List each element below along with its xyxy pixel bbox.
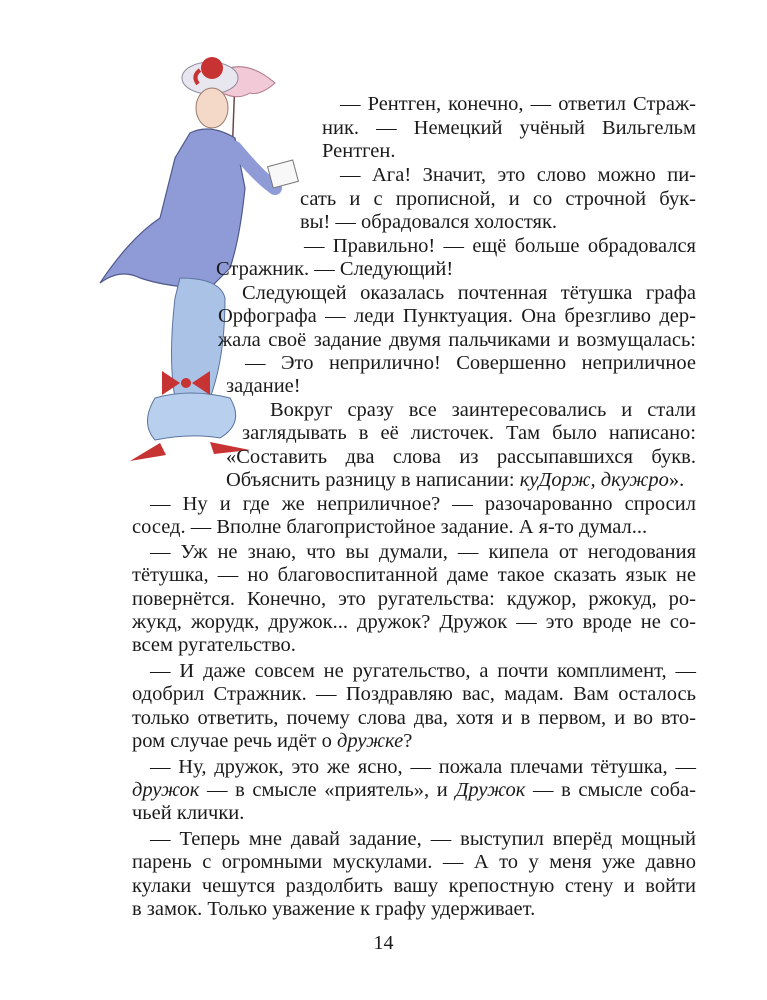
- italic-druzhke: дружке: [337, 730, 404, 752]
- italic-druzhok-upper: Дружок: [455, 779, 526, 801]
- text-span: — в смысле соба-: [525, 779, 696, 801]
- italic-druzhok: дружок: [132, 779, 200, 801]
- text-line: — Уж не знаю, что вы думали, — кипела от негодования: [150, 541, 696, 563]
- text-line: всем ругательство.: [132, 634, 296, 656]
- text-line: — Ага! Значит, это слово можно пи-: [340, 164, 696, 186]
- text-line: сосед. — Вполне благопристойное задание. А я-то думал...: [132, 516, 648, 538]
- text-line: кулаки чешутся раздолбить вашу крепостную стену и войти: [132, 875, 696, 897]
- text-line: в замок. Только уважение к графу удерживает.: [132, 898, 536, 920]
- text-line: только ответить, почему слова два, хотя и в первом, и во вто-: [132, 707, 696, 729]
- text-line: — Это неприлично! Совершенно неприличное: [245, 352, 696, 374]
- text-line: — Рентген, конечно, — ответил Страж-: [340, 93, 696, 115]
- text-line: Стражник. — Следующий!: [216, 258, 454, 280]
- text-line: — Правильно! — ещё больше обрадовался: [304, 235, 696, 257]
- text-line: одобрил Стражник. — Поздравляю вас, мадам. Вам осталось: [132, 683, 696, 705]
- text-line: ник. — Немецкий учёный Вильгельм: [322, 117, 696, 139]
- text-line: вы! — обрадовался холостяк.: [300, 211, 558, 233]
- text-line: жукд, жорудк, дружок... дружок? Дружок — это вроде не со-: [132, 611, 696, 633]
- text-line: жала своё задание двумя пальчиками и возмущалась:: [218, 329, 696, 351]
- text-line: — Ну и где же неприличное? — разочарованно спросил: [150, 493, 696, 515]
- text-span: ?: [403, 730, 413, 752]
- text-line: [132, 730, 696, 753]
- text-line: — Теперь мне давай задание, — выступил вперёд мощный: [150, 828, 696, 850]
- text-line: [226, 469, 696, 492]
- text-span: — в смысле «приятель», и: [199, 779, 456, 801]
- text-span: Объяснить разницу в написании:: [226, 469, 520, 491]
- text-span: ром случае речь идёт о: [132, 730, 337, 752]
- text-line: задание!: [226, 375, 301, 397]
- text-line: Следующей оказалась почтенная тётушка графа: [242, 282, 696, 304]
- page-number: 14: [373, 932, 394, 954]
- text-line: тётушка, — но благовоспитанной даме такое сказать язык не: [132, 564, 696, 586]
- text-line: «Составить два слова из рассыпавшихся букв.: [226, 446, 696, 468]
- text-line: сать и с прописной, и со строчной бук-: [300, 188, 696, 210]
- text-line: [132, 779, 696, 802]
- text-line: парень с огромными мускулами. — А то у меня уже давно: [132, 851, 696, 873]
- text-line: заглядывать в её листочек. Там было написано:: [242, 422, 696, 444]
- text-line: Орфографа — леди Пунктуация. Она брезгливо дер-: [218, 305, 696, 327]
- text-line: Вокруг сразу все заинтересовались и стали: [270, 399, 696, 421]
- text-span: ».: [668, 469, 685, 491]
- italic-task-words: куДорж, дкужро: [519, 469, 669, 491]
- text-line: Рентген.: [322, 140, 396, 162]
- text-line: повернётся. Конечно, это ругательства: кдужор, ржокуд, ро-: [132, 588, 696, 610]
- text-line: чьей клички.: [132, 802, 245, 824]
- text-line: — И даже совсем не ругательство, а почти комплимент, —: [150, 660, 696, 682]
- text-line: — Ну, дружок, это же ясно, — пожала плечами тётушка, —: [150, 756, 696, 778]
